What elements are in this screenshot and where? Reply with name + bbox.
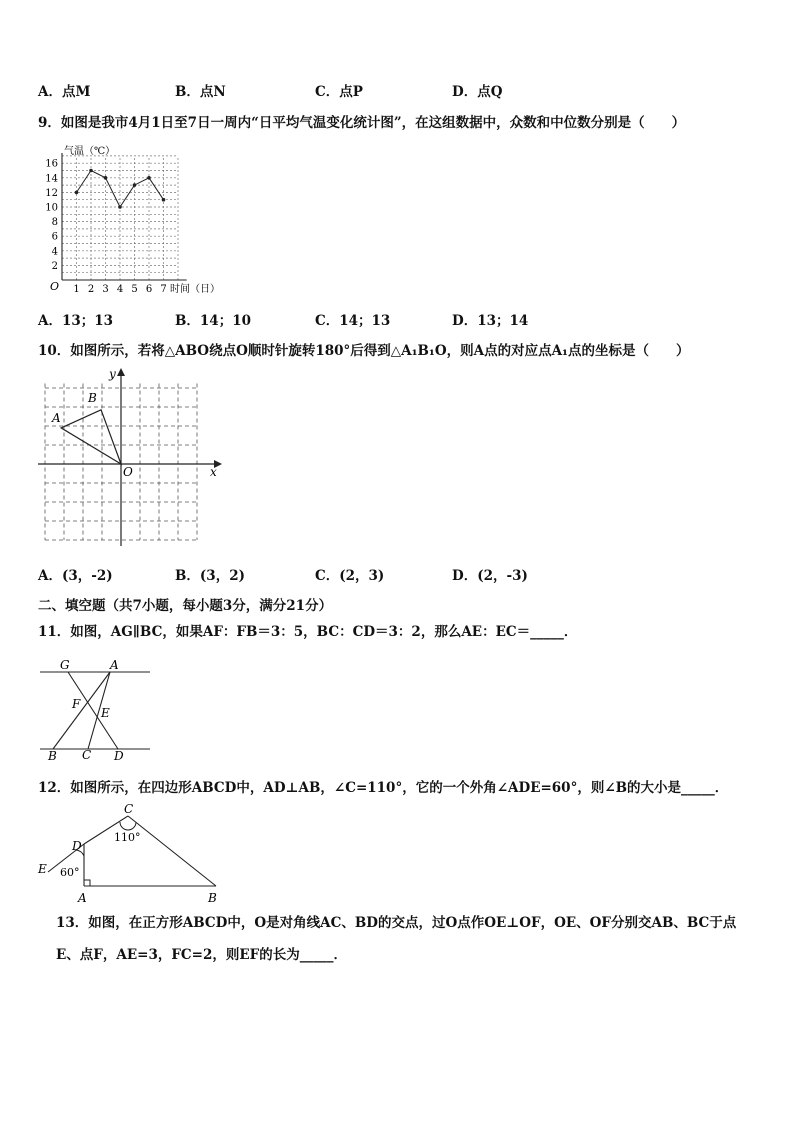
q11-figure bbox=[38, 656, 153, 764]
label-c: C bbox=[124, 802, 134, 816]
data-point bbox=[162, 198, 166, 202]
x-tick-label: 3 bbox=[102, 284, 109, 295]
label-e: E bbox=[38, 862, 47, 876]
q10-option-a[interactable]: A．(3，-2) bbox=[38, 568, 113, 584]
x-tick-label: 7 bbox=[160, 284, 167, 295]
x-tick-label: 4 bbox=[116, 284, 124, 295]
y-tick-label: 2 bbox=[51, 260, 58, 272]
label-a: A bbox=[110, 658, 119, 672]
data-point bbox=[118, 205, 122, 209]
chart-axes bbox=[62, 153, 187, 280]
q9-stem: 9．如图是我市4月1日至7日一周内“日平均气温变化统计图”，在这组数据中，众数和中位数分别是（ ） bbox=[38, 115, 686, 131]
label-g: G bbox=[60, 658, 70, 672]
side-cb bbox=[128, 816, 216, 886]
y-tick-label: 6 bbox=[51, 231, 58, 243]
q12-stem: 12．如图所示，在四边形ABCD中，AD⊥AB，∠C=110°，它的一个外角∠ADE=60°，则∠B的大小是_____． bbox=[38, 780, 729, 796]
data-point bbox=[89, 169, 93, 173]
q9-option-b[interactable]: B．14；10 bbox=[175, 313, 251, 329]
y-tick-label: 14 bbox=[45, 173, 58, 185]
section-title: 二、填空题（共7小题，每小题3分，满分21分） bbox=[38, 598, 333, 614]
y-tick-label: 16 bbox=[45, 158, 58, 170]
q10-option-b[interactable]: B．(3，2) bbox=[175, 568, 245, 584]
x-tick-label: 1 bbox=[73, 284, 80, 295]
label-a: A bbox=[78, 891, 87, 905]
chart-grid bbox=[62, 156, 178, 280]
q12-figure bbox=[36, 800, 226, 910]
chart-y-axis-label: 气温（℃） bbox=[64, 146, 116, 157]
chart-x-axis-label: 时间（日） bbox=[170, 284, 220, 295]
data-point bbox=[104, 176, 108, 180]
point-b-label: B bbox=[88, 391, 97, 405]
y-tick-label: 12 bbox=[45, 187, 58, 199]
q8-option-c[interactable]: C．点P bbox=[315, 84, 363, 100]
q10-option-d[interactable]: D．(2，-3) bbox=[452, 568, 528, 584]
label-b: B bbox=[208, 891, 217, 905]
q10-option-c[interactable]: C．(2，3) bbox=[315, 568, 385, 584]
q8-option-b[interactable]: B．点N bbox=[175, 84, 226, 100]
q8-option-d[interactable]: D．点Q bbox=[452, 84, 503, 100]
q10-stem: 10．如图所示，若将△ABO绕点O顺时针旋转180°后得到△A₁B₁O，则A点的对应点A₁点的坐标是（ ） bbox=[38, 343, 690, 359]
data-point bbox=[133, 183, 137, 187]
q8-option-a[interactable]: A．点M bbox=[38, 84, 91, 100]
x-tick-label: 2 bbox=[87, 284, 95, 295]
x-tick-label: 6 bbox=[145, 284, 153, 295]
y-label: y bbox=[109, 367, 116, 381]
label-d: D bbox=[114, 749, 124, 763]
q11-stem: 11．如图，AG∥BC，如果AF：FB＝3：5，BC：CD＝3：2，那么AE：EC＝_____． bbox=[38, 624, 578, 640]
data-point bbox=[147, 176, 151, 180]
x-tick-label: 5 bbox=[131, 284, 138, 295]
angle-d-value: 60° bbox=[60, 866, 80, 879]
q13-stem-line2: E、点F，AE=3，FC=2，则EF的长为_____． bbox=[56, 947, 348, 963]
angle-c-value: 110° bbox=[114, 831, 141, 844]
q13-stem-line1: 13．如图，在正方形ABCD中，O是对角线AC、BD的交点，过O点作OE⊥OF，OE、OF分别交AB、BC于点 bbox=[56, 915, 737, 931]
angle-c-arc bbox=[120, 822, 136, 830]
label-d: D bbox=[72, 839, 82, 853]
q9-option-d[interactable]: D．13；14 bbox=[452, 313, 529, 329]
q9-option-a[interactable]: A．13；13 bbox=[38, 313, 114, 329]
y-tick-label: 10 bbox=[45, 202, 58, 214]
q10-grid-figure bbox=[36, 366, 226, 556]
x-label: x bbox=[210, 465, 217, 479]
q9-option-c[interactable]: C．14；13 bbox=[315, 313, 391, 329]
point-a-label: A bbox=[52, 411, 61, 425]
label-b: B bbox=[48, 749, 57, 763]
q9-temperature-chart bbox=[40, 140, 240, 300]
chart-origin-label: O bbox=[50, 280, 60, 293]
label-e: E bbox=[101, 706, 110, 720]
label-f: F bbox=[72, 697, 81, 711]
origin-label: O bbox=[123, 465, 133, 479]
triangle-abo bbox=[61, 410, 121, 464]
right-angle-mark bbox=[84, 880, 90, 886]
y-tick-label: 8 bbox=[51, 217, 58, 229]
label-c: C bbox=[82, 748, 92, 762]
data-point bbox=[75, 191, 79, 195]
y-axis-arrow bbox=[117, 368, 125, 376]
y-tick-label: 4 bbox=[51, 246, 58, 258]
